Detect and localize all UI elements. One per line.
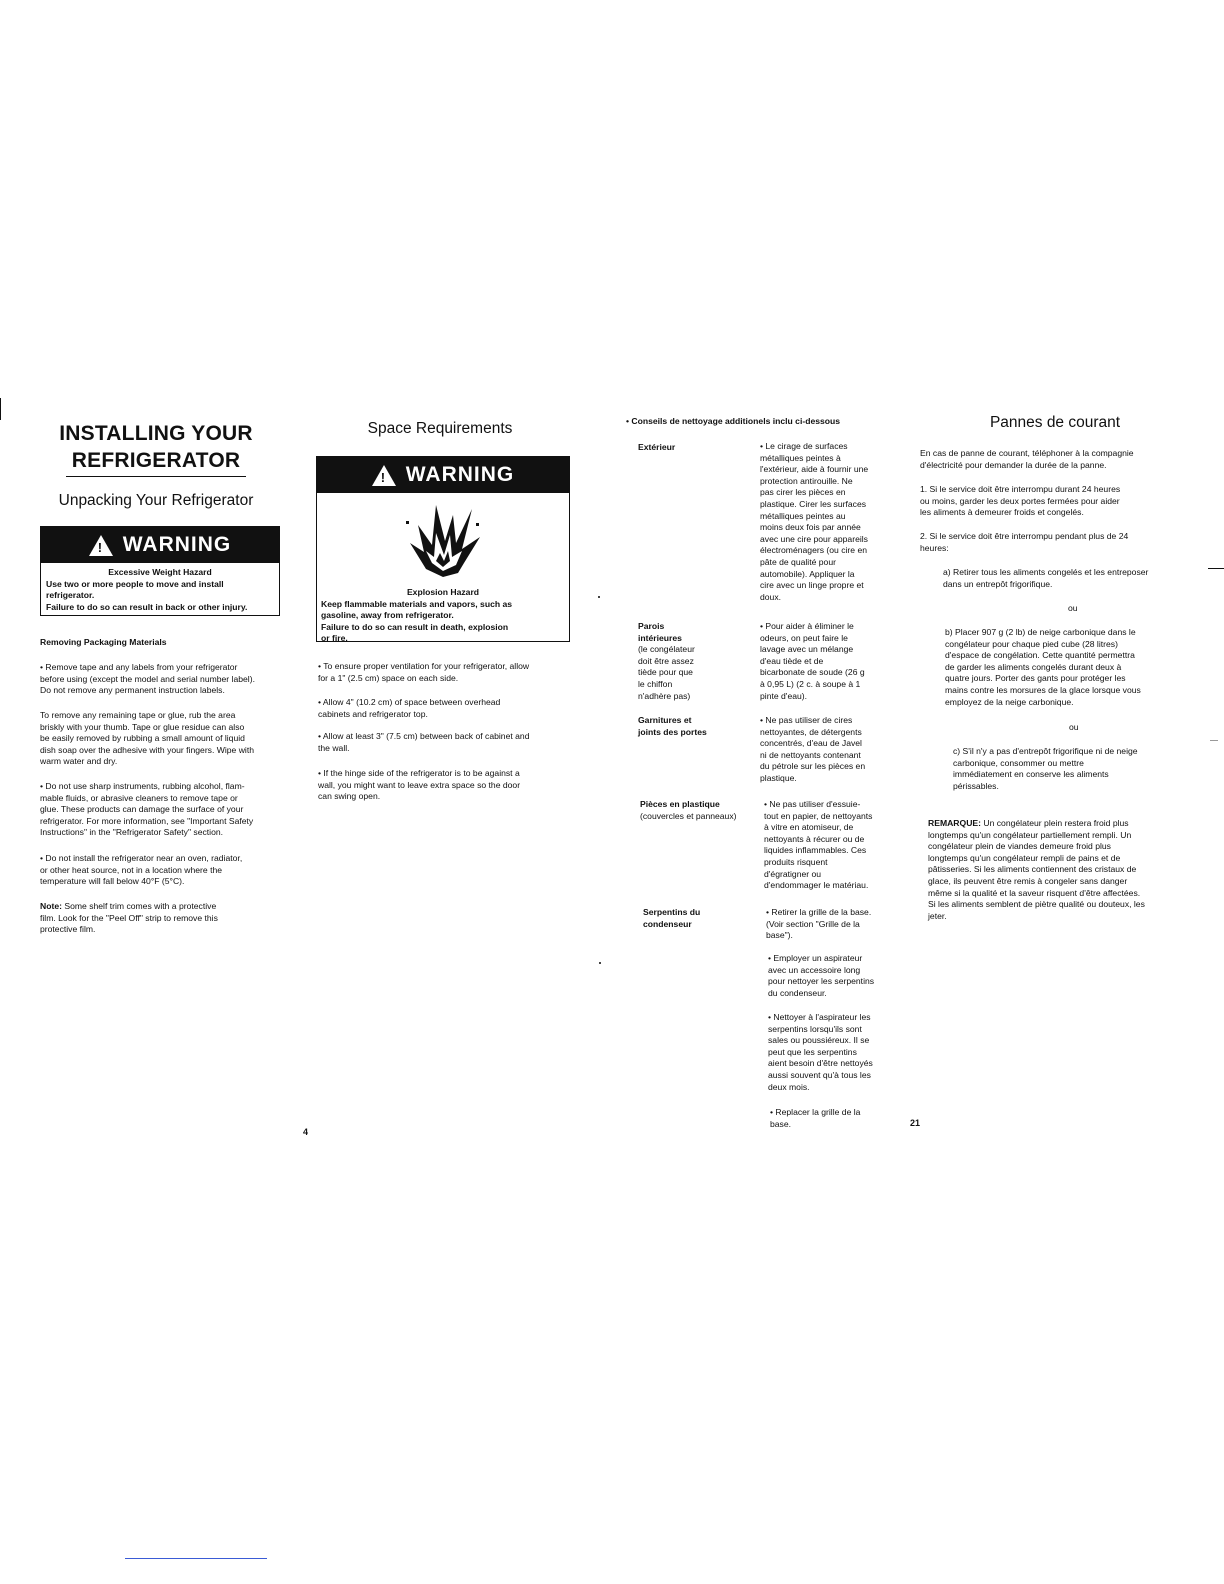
label-serpentins xyxy=(643,907,700,930)
text-pieces xyxy=(764,799,924,892)
text-line: à vitre en atomiseur, de xyxy=(764,822,854,833)
text-line: concentrés, d'eau de Javel xyxy=(760,738,862,749)
right-edge-line xyxy=(1208,568,1224,569)
text-line: avec un accessoire long xyxy=(768,964,861,975)
label-garnitures xyxy=(638,715,707,738)
text-line: à 0,95 L) (2 c. à soupe à 1 xyxy=(760,678,861,689)
text-line: avec une cire pour appareils xyxy=(760,533,868,544)
warning-line: Failure to do so can result in death, explosion xyxy=(321,621,509,632)
text-line: film. Look for the "Peel Off" strip to remove this xyxy=(40,912,218,923)
bottom-underline-mark xyxy=(125,1558,267,1559)
warning-triangle-icon: ! xyxy=(89,535,113,556)
text-line: • Nettoyer à l'aspirateur les xyxy=(768,1012,871,1022)
text-line: • Replacer la grille de la xyxy=(770,1107,861,1117)
speck xyxy=(599,962,601,964)
text-line: l'extérieur, aide à fournir une xyxy=(760,464,869,475)
text-line: pour nettoyer les serpentins xyxy=(768,976,875,987)
text-line: pâte de qualité pour xyxy=(760,556,836,567)
text-line: nettoyants à récurer ou de xyxy=(764,833,865,844)
text-line: d'électricité pour demander la durée de la panne. xyxy=(920,459,1107,470)
text-line: 2. Si le service doit être interrompu pendant plus de 24 xyxy=(920,531,1129,541)
text-line: périssables. xyxy=(953,780,999,791)
text-line: • Pour aider à éliminer le xyxy=(760,621,854,631)
or-separator: ou xyxy=(1068,603,1078,613)
text-line: • Remove tape and any labels from your refrigerator xyxy=(40,662,238,672)
note-label: Note: xyxy=(40,901,62,911)
paragraph xyxy=(920,448,1190,471)
text-line: • Employer un aspirateur xyxy=(768,953,863,963)
text-line: deux mois. xyxy=(768,1081,810,1092)
text-line: n'adhère pas) xyxy=(638,690,691,701)
text-line: cabinets and refrigerator top. xyxy=(318,708,428,719)
paragraph xyxy=(40,853,290,888)
bullet-item xyxy=(318,731,578,754)
text-line: pas cirer les pièces en xyxy=(760,487,846,498)
paragraph xyxy=(40,781,290,839)
text-line: lavage avec un mélange xyxy=(760,644,854,655)
text-line: 1. Si le service doit être interrompu durant 24 heures xyxy=(920,484,1121,494)
text-line: longtemps qu'un congélateur rempli de pains et de xyxy=(928,852,1121,863)
text-line: En cas de panne de courant, téléphoner à la compagnie xyxy=(920,448,1134,458)
page-title xyxy=(40,420,272,477)
text-line: odeurs, on peut faire le xyxy=(760,632,848,643)
text-line: • Do not install the refrigerator near an oven, radiator, xyxy=(40,853,243,863)
text-line: cire avec un linge propre et xyxy=(760,580,864,591)
text-line: Parois xyxy=(638,621,665,631)
text-line: d'espace de congélation. Cette quantité permettra xyxy=(945,650,1135,661)
text-line: de garder les aliments congelés durant deux à xyxy=(945,661,1122,672)
page-number: 21 xyxy=(910,1118,921,1128)
text-line: doux. xyxy=(760,591,782,602)
section-heading-removing: Removing Packaging Materials xyxy=(40,637,167,647)
text-line: d'égratigner ou xyxy=(764,868,822,879)
text-line: base. xyxy=(770,1118,792,1129)
text-line: glue. These products can damage the surface of your xyxy=(40,804,244,815)
text-line: les aliments à demeurer froids et congelés. xyxy=(920,507,1084,518)
remarque-label: REMARQUE: xyxy=(928,818,981,828)
text-line: longtemps qu'un congélateur partiellement rempli. Un xyxy=(928,829,1132,840)
text-line: Do not remove any permanent instruction labels. xyxy=(40,685,225,696)
text-exterieur xyxy=(760,441,920,603)
text-line: before using (except the model and serial number label). xyxy=(40,673,255,684)
title-underline xyxy=(66,476,246,477)
text-line: d'endommager le matériau. xyxy=(764,880,869,891)
text-line: • Allow 4" (10.2 cm) of space between overhead xyxy=(318,697,501,707)
text-line: • Ne pas utiliser de cires xyxy=(760,715,853,725)
numbered-item xyxy=(920,531,1190,554)
explosion-warning-box xyxy=(316,456,570,642)
text-line: moins deux fois par année xyxy=(760,522,861,533)
text-line: protective film. xyxy=(40,924,96,935)
text-line: d'eau tiède et de xyxy=(760,655,824,666)
text-line: immédiatement en conserve les aliments xyxy=(953,769,1109,780)
note xyxy=(40,901,290,936)
text-line: liquides inflammables. Ces xyxy=(764,845,867,856)
text-line: temperature will fall below 40°F (5°C). xyxy=(40,876,185,887)
warning-hazard: Excessive Weight Hazard xyxy=(108,567,212,577)
text-line: base"). xyxy=(766,930,793,941)
text-parois xyxy=(760,621,920,702)
text-line: doit être assez xyxy=(638,655,694,666)
text-line: Pièces en plastique xyxy=(640,799,720,809)
warning-line: refrigerator. xyxy=(46,590,95,601)
text-line: jeter. xyxy=(928,910,947,921)
text-line: dish soap over the adhesive with your fingers. Wipe with xyxy=(40,744,254,755)
paragraph xyxy=(40,710,290,768)
text-line: mable fluids, or abrasive cleaners to remove tape or xyxy=(40,792,238,803)
label-pieces xyxy=(640,799,737,822)
text-line: carbonique, consommer ou mettre xyxy=(953,757,1084,768)
warning-line: Keep flammable materials and vapors, such as xyxy=(321,598,513,609)
warning-triangle-icon: ! xyxy=(372,465,396,486)
text-garnitures xyxy=(760,715,920,785)
text-line: c) S'il n'y a pas d'entrepôt frigorifique ni de neige xyxy=(953,746,1138,756)
speck xyxy=(598,596,600,598)
text-line: peut que les serpentins xyxy=(768,1046,857,1057)
bullet-item xyxy=(318,661,578,684)
text-line: joints des portes xyxy=(638,726,707,737)
section-title-unpacking: Unpacking Your Refrigerator xyxy=(58,492,254,509)
text-line: tout en papier, de nettoyants xyxy=(764,810,873,821)
label-parois xyxy=(638,621,695,702)
warning-hazard: Explosion Hazard xyxy=(406,587,480,597)
text-line: produits risquent xyxy=(764,856,828,867)
text-line: dans un entrepôt frigorifique. xyxy=(943,578,1053,589)
text-line: • Allow at least 3" (7.5 cm) between back of cabinet and xyxy=(318,731,530,741)
text-line: warm water and dry. xyxy=(40,756,118,767)
paragraph xyxy=(40,662,290,697)
text-line: for a 1" (2.5 cm) space on each side. xyxy=(318,672,459,683)
warning-banner xyxy=(317,457,569,493)
text-serpentins-2 xyxy=(768,953,928,999)
text-line: métalliques peintes à xyxy=(760,452,841,463)
explosion-icon xyxy=(317,493,569,585)
text-line: Garnitures et xyxy=(638,715,692,725)
text-line: b) Placer 907 g (2 lb) de neige carbonique dans le xyxy=(945,627,1136,637)
text-line: pinte d'eau). xyxy=(760,690,808,701)
section-title-space: Space Requirements xyxy=(367,420,513,437)
text-line: quatre jours. Porter des gants pour protéger les xyxy=(945,673,1126,684)
text-line: can swing open. xyxy=(318,791,381,802)
warning-line: Use two or more people to move and install xyxy=(46,578,224,589)
text-line: Some shelf trim comes with a protective xyxy=(61,901,217,911)
bullet-item xyxy=(318,768,578,803)
text-line: ni de nettoyants contenant xyxy=(760,749,861,760)
text-line: Instructions" in the "Refrigerator Safety" section. xyxy=(40,827,224,838)
bullet-item xyxy=(318,697,578,720)
text-serpentins-1 xyxy=(766,907,926,942)
text-line: même si la qualité et la saveur risquent d'être affectées. xyxy=(928,887,1141,898)
label-exterieur: Extérieur xyxy=(638,442,676,452)
section-title-pannes: Pannes de courant xyxy=(989,414,1121,431)
warning-banner xyxy=(41,527,279,563)
text-line: métalliques peintes au xyxy=(760,510,846,521)
text-serpentins-4 xyxy=(770,1107,930,1130)
text-line: • Le cirage de surfaces xyxy=(760,441,848,451)
text-line: intérieures xyxy=(638,632,682,643)
text-line: nettoyantes, de détergents xyxy=(760,726,862,737)
text-line: plastique. Cirer les surfaces xyxy=(760,498,867,509)
edge-mark xyxy=(1210,740,1218,741)
text-line: du condenseur. xyxy=(768,987,827,998)
text-line: Un congélateur plein restera froid plus xyxy=(981,818,1129,828)
warning-line: gasoline, away from refrigerator. xyxy=(321,610,454,621)
text-line: wall, you might want to leave extra space so the door xyxy=(318,779,521,790)
text-line: du pétrole sur les pièces en xyxy=(760,761,866,772)
text-line: • Retirer la grille de la base. xyxy=(766,907,872,917)
text-line: aussi souvent qu'à tous les xyxy=(768,1069,871,1080)
text-line: ou moins, garder les deux portes fermées pour aider xyxy=(920,495,1120,506)
warning-line: Failure to do so can result in back or other injury. xyxy=(46,601,248,612)
sub-item-b xyxy=(945,627,1205,708)
text-line: refrigerator. For more information, see "Important Safety xyxy=(40,815,254,826)
title-line-1: INSTALLING YOUR xyxy=(59,422,253,445)
text-line: Serpentins du xyxy=(643,907,701,917)
or-separator: ou xyxy=(1069,722,1079,732)
text-line: • If the hinge side of the refrigerator is to be against a xyxy=(318,768,520,778)
sub-item-c xyxy=(953,746,1203,792)
section-heading-conseils: • Conseils de nettoyage additionels inclu ci-dessous xyxy=(626,416,841,426)
text-line: the wall. xyxy=(318,742,350,753)
text-line: bicarbonate de soude (26 g xyxy=(760,667,865,678)
text-line: aient besoin d'être nettoyés xyxy=(768,1058,873,1069)
text-line: congélateur pour chaque pied cube (28 litres) xyxy=(945,638,1118,649)
text-line: plastique. xyxy=(760,772,797,783)
text-line: To remove any remaining tape or glue, rub the area xyxy=(40,710,236,720)
text-line: • Do not use sharp instruments, rubbing alcohol, flam- xyxy=(40,781,245,791)
sub-item-a xyxy=(943,567,1203,590)
left-edge-line xyxy=(0,398,1,420)
page-number: 4 xyxy=(303,1127,309,1137)
text-line: serpentins lorsqu'ils sont xyxy=(768,1023,862,1034)
warning-banner-label: WARNING xyxy=(405,463,515,486)
text-line: automobile). Appliquer la xyxy=(760,568,855,579)
text-line: sales ou poussiéreux. Il se xyxy=(768,1035,870,1046)
text-line: heures: xyxy=(920,542,949,553)
warning-banner-label: WARNING xyxy=(122,533,232,556)
text-line: or other heat source, not in a location where the xyxy=(40,864,223,875)
text-line: condenseur xyxy=(643,918,692,929)
text-line: briskly with your thumb. Tape or glue residue can also xyxy=(40,721,245,732)
warning-text xyxy=(317,585,569,645)
text-line: • To ensure proper ventilation for your refrigerator, allow xyxy=(318,661,530,671)
text-line: protection antirouille. Ne xyxy=(760,475,853,486)
remarque xyxy=(928,818,1190,922)
text-line: be easily removed by rubbing a small amount of liquid xyxy=(40,733,245,744)
text-line: (le congélateur xyxy=(638,644,695,655)
text-line: électroménagers (ou cire en xyxy=(760,545,867,556)
text-line: • Ne pas utiliser d'essuie- xyxy=(764,799,861,809)
text-line: pâtisseries. Si les aliments contiennent des cristaux de xyxy=(928,864,1137,875)
text-line: congélateur plein de viandes demeure froid plus xyxy=(928,841,1111,852)
text-line: mains contre les morsures de la glace lorsque vous xyxy=(945,684,1141,695)
text-line: employez de la neige carbonique. xyxy=(945,696,1074,707)
title-line-2: REFRIGERATOR xyxy=(71,449,241,472)
text-serpentins-3 xyxy=(768,1012,928,1093)
weight-warning-box xyxy=(40,526,280,616)
text-line: Si les aliments semblent de piètre qualité ou douteux, les xyxy=(928,899,1145,910)
text-line: le chiffon xyxy=(638,678,673,689)
text-line: (couvercles et panneaux) xyxy=(640,810,737,821)
text-line: a) Retirer tous les aliments congelés et les entreposer xyxy=(943,567,1149,577)
warning-line: or fire. xyxy=(321,633,348,644)
text-line: glace, ils peuvent être remis à congeler sans danger xyxy=(928,875,1128,886)
warning-text xyxy=(41,563,279,613)
numbered-item xyxy=(920,484,1190,519)
text-line: (Voir section "Grille de la xyxy=(766,918,860,929)
text-line: tiède pour que xyxy=(638,667,693,678)
